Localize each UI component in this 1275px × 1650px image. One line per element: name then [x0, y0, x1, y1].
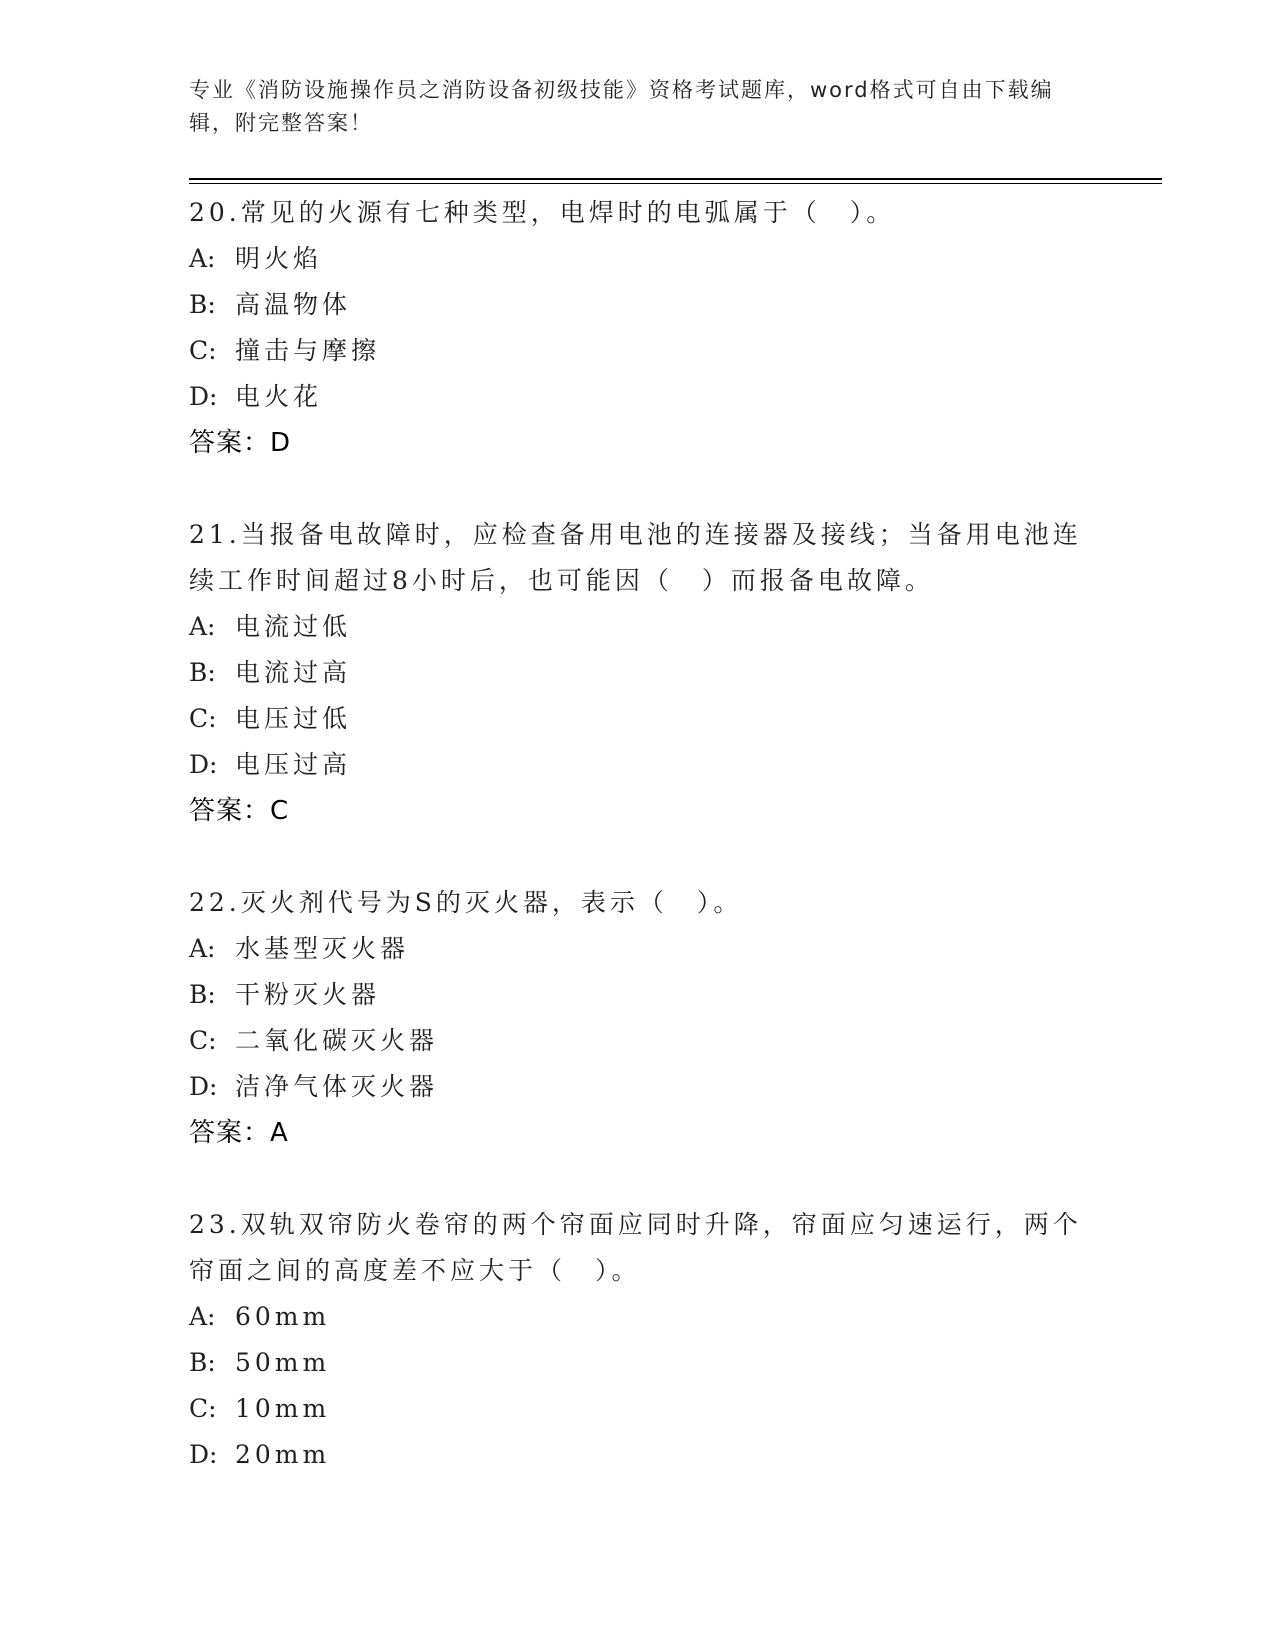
option-text: 电火花 [235, 382, 323, 411]
document-header: 专业《消防设施操作员之消防设备初级技能》资格考试题库，word格式可自由下载编辑，附完整答案！ [189, 78, 1054, 135]
option-label: A: [189, 934, 216, 963]
option-b [189, 972, 1089, 1018]
option-text: 洁净气体灭火器 [235, 1072, 439, 1101]
option-label: B: [189, 1348, 216, 1377]
option-text: 电压过高 [235, 750, 352, 779]
answer-line: 答案：C [189, 796, 290, 826]
option-text: 高温物体 [235, 290, 352, 319]
question-text: 21.当报备电故障时，应检查备用电池的连接器及接线；当备用电池连续工作时间超过8小时后，也可能因（ ）而报备电故障。 [189, 520, 1082, 595]
question-text: 22.灭火剂代号为S的灭火器，表示（ ）。 [189, 888, 743, 917]
option-a [189, 604, 1089, 650]
option-text: 水基型灭火器 [235, 934, 410, 963]
option-text: 10mm [235, 1394, 331, 1423]
option-d [189, 374, 1089, 420]
option-d [189, 742, 1089, 788]
header-divider-thin [189, 183, 1162, 184]
option-d [189, 1064, 1089, 1110]
option-b [189, 1340, 1089, 1386]
option-label: A: [189, 244, 216, 273]
answer-line: 答案：A [189, 1118, 289, 1148]
question-23 [189, 1202, 1089, 1478]
option-text: 50mm [235, 1348, 331, 1377]
option-b [189, 650, 1089, 696]
option-c [189, 696, 1089, 742]
option-text: 电流过低 [235, 612, 352, 641]
option-label: C: [189, 336, 217, 365]
option-label: D: [189, 382, 218, 411]
option-label: A: [189, 1302, 216, 1331]
option-a [189, 1294, 1089, 1340]
option-text: 电压过低 [235, 704, 352, 733]
option-text: 撞击与摩擦 [235, 336, 381, 365]
option-text: 干粉灭火器 [235, 980, 381, 1009]
option-label: A: [189, 612, 216, 641]
option-text: 电流过高 [235, 658, 352, 687]
option-c [189, 328, 1089, 374]
question-text: 20.常见的火源有七种类型，电焊时的电弧属于（ ）。 [189, 198, 896, 227]
option-text: 明火焰 [235, 244, 323, 273]
option-text: 60mm [235, 1302, 331, 1331]
option-b [189, 282, 1089, 328]
option-c [189, 1018, 1089, 1064]
option-d [189, 1432, 1089, 1478]
option-label: B: [189, 658, 216, 687]
header-divider-thick [189, 178, 1162, 180]
option-label: C: [189, 1394, 217, 1423]
option-label: B: [189, 290, 216, 319]
option-c [189, 1386, 1089, 1432]
option-label: C: [189, 704, 217, 733]
option-a [189, 236, 1089, 282]
answer-line: 答案：D [189, 428, 292, 458]
option-label: D: [189, 750, 218, 779]
option-label: B: [189, 980, 216, 1009]
option-label: D: [189, 1072, 218, 1101]
option-label: D: [189, 1440, 218, 1469]
option-label: C: [189, 1026, 217, 1055]
option-a [189, 926, 1089, 972]
question-21 [189, 512, 1089, 834]
option-text: 20mm [235, 1440, 331, 1469]
question-20 [189, 190, 1089, 466]
question-text: 23.双轨双帘防火卷帘的两个帘面应同时升降，帘面应匀速运行，两个帘面之间的高度差不应大于（ ）。 [189, 1210, 1082, 1285]
question-22 [189, 880, 1089, 1156]
question-list [189, 190, 1089, 1478]
option-text: 二氧化碳灭火器 [235, 1026, 439, 1055]
